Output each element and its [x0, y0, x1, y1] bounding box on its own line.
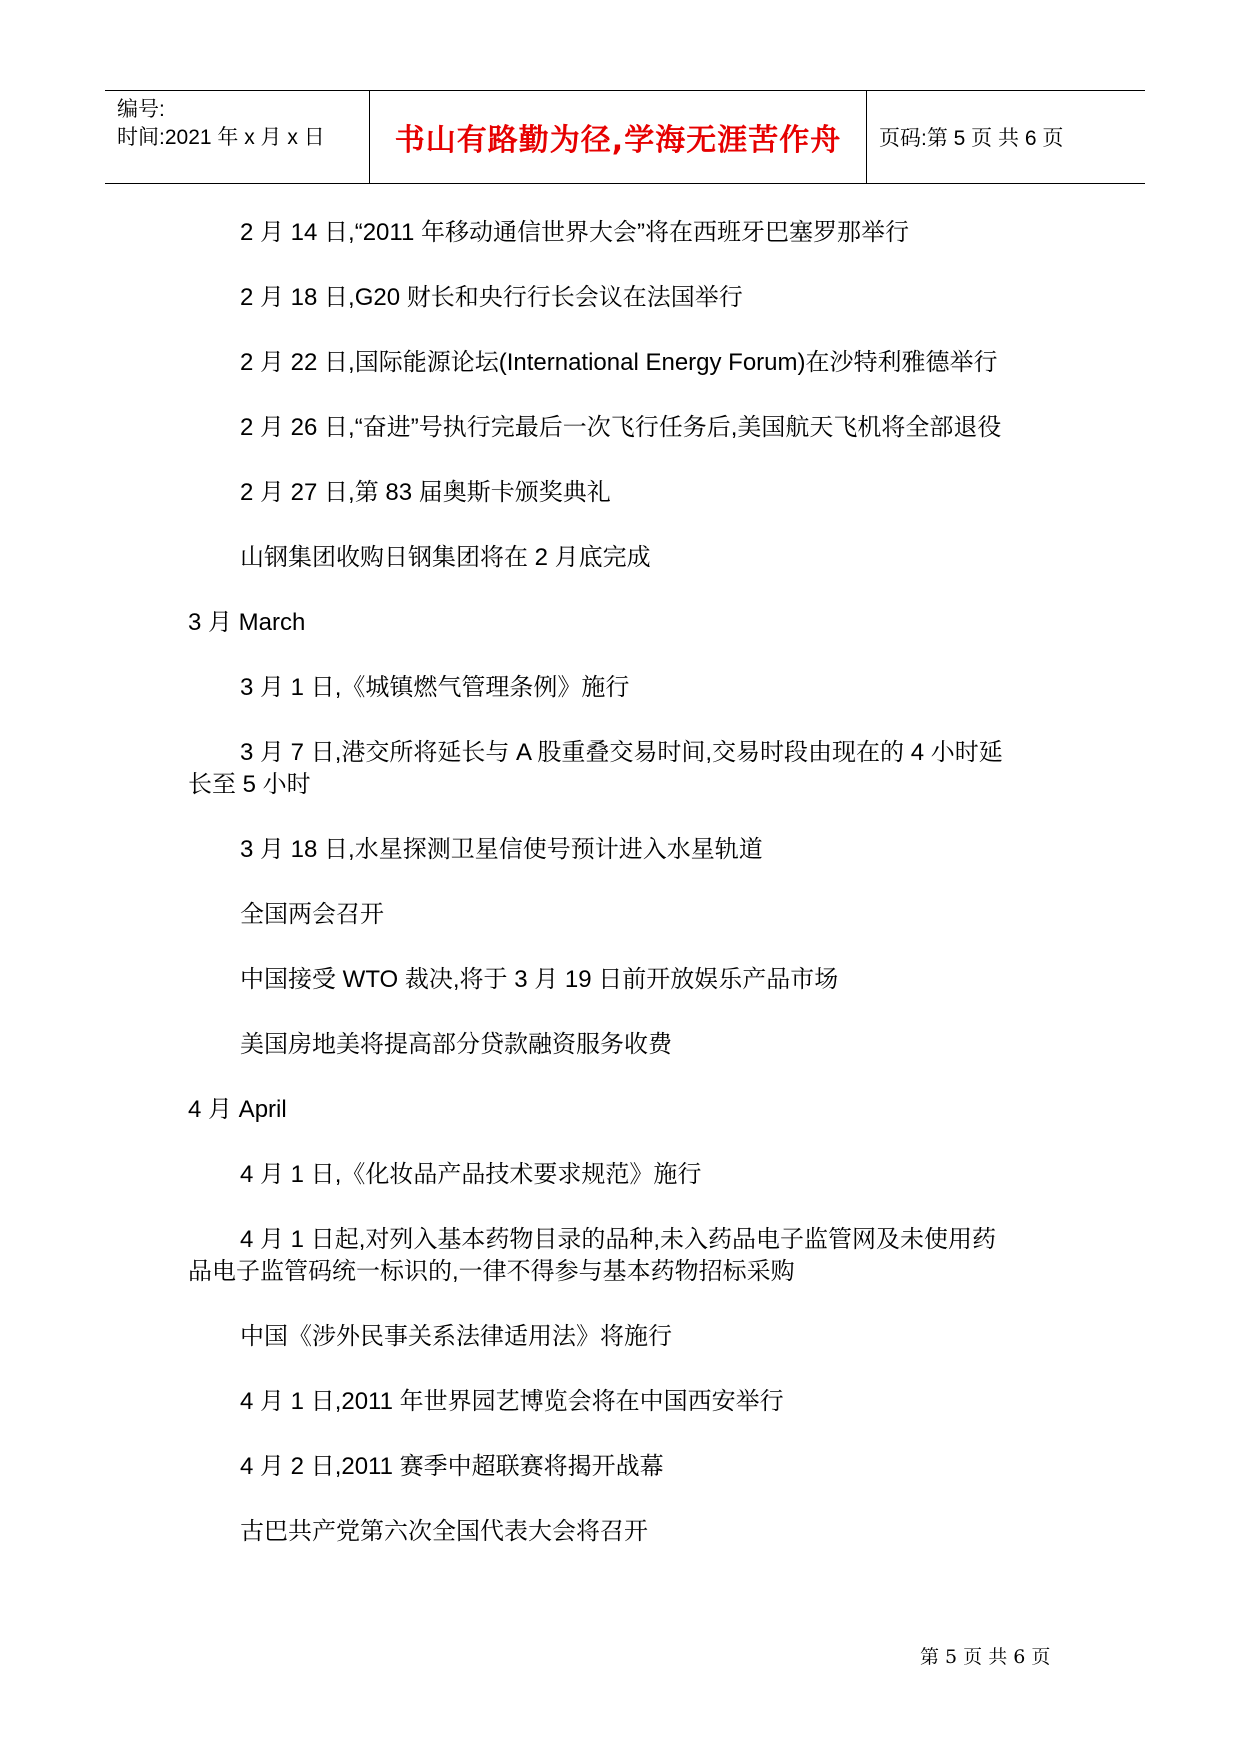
- paragraph-line: 中国接受 WTO 裁决,将于 3 月 19 日前开放娱乐产品市场: [240, 966, 839, 993]
- paragraph-line: 2 月 14 日,“2011 年移动通信世界大会”将在西班牙巴塞罗那举行: [240, 219, 909, 246]
- header-motto: 书山有路勤为径,学海无涯苦作舟: [394, 123, 842, 158]
- paragraph-line: 古巴共产党第六次全国代表大会将召开: [240, 1518, 648, 1545]
- paragraph-line: 3 月 1 日,《城镇燃气管理条例》施行: [240, 674, 630, 701]
- paragraph-line: 4 月 1 日起,对列入基本药物目录的品种,未入药品电子监管网及未使用药: [240, 1226, 997, 1253]
- header-motto-cell: [369, 91, 867, 183]
- paragraph-line: 全国两会召开: [240, 901, 384, 928]
- month-heading: 4 月 April: [188, 1096, 287, 1123]
- month-heading: 3 月 March: [188, 609, 306, 636]
- paragraph-line: 4 月 1 日,2011 年世界园艺博览会将在中国西安举行: [240, 1388, 784, 1415]
- paragraph-line: 3 月 18 日,水星探测卫星信使号预计进入水星轨道: [240, 836, 763, 863]
- header-page-code: 页码:第 5 页 共 6 页: [879, 127, 1064, 150]
- paragraph-line: 2 月 18 日,G20 财长和央行行长会议在法国举行: [240, 284, 743, 311]
- document-time-label: 时间:2021 年 x 月 x 日: [117, 126, 325, 149]
- paragraph-line: 3 月 7 日,港交所将延长与 A 股重叠交易时间,交易时段由现在的 4 小时延: [240, 739, 1003, 766]
- document-number-label: 编号:: [117, 98, 165, 121]
- paragraph-line-continuation: 品电子监管码统一标识的,一律不得参与基本药物招标采购: [188, 1258, 795, 1285]
- document-header: [105, 90, 1145, 184]
- paragraph-line: 2 月 27 日,第 83 届奥斯卡颁奖典礼: [240, 479, 611, 506]
- paragraph-line: 4 月 2 日,2011 赛季中超联赛将揭开战幕: [240, 1453, 664, 1480]
- paragraph-line: 美国房地美将提高部分贷款融资服务收费: [240, 1031, 672, 1058]
- page-footer: 第 5 页 共 6 页: [920, 1646, 1051, 1668]
- paragraph-line: 山钢集团收购日钢集团将在 2 月底完成: [240, 544, 651, 571]
- paragraph-line: 2 月 26 日,“奋进”号执行完最后一次飞行任务后,美国航天飞机将全部退役: [240, 414, 1002, 441]
- paragraph-line: 中国《涉外民事关系法律适用法》将施行: [240, 1323, 672, 1350]
- paragraph-line: 4 月 1 日,《化妆品产品技术要求规范》施行: [240, 1161, 702, 1188]
- paragraph-line-continuation: 长至 5 小时: [188, 771, 311, 798]
- paragraph-line: 2 月 22 日,国际能源论坛(International Energy Forum)在沙特利雅德举行: [240, 349, 998, 376]
- header-left-cell: [105, 91, 369, 183]
- header-right-cell: [867, 91, 1145, 183]
